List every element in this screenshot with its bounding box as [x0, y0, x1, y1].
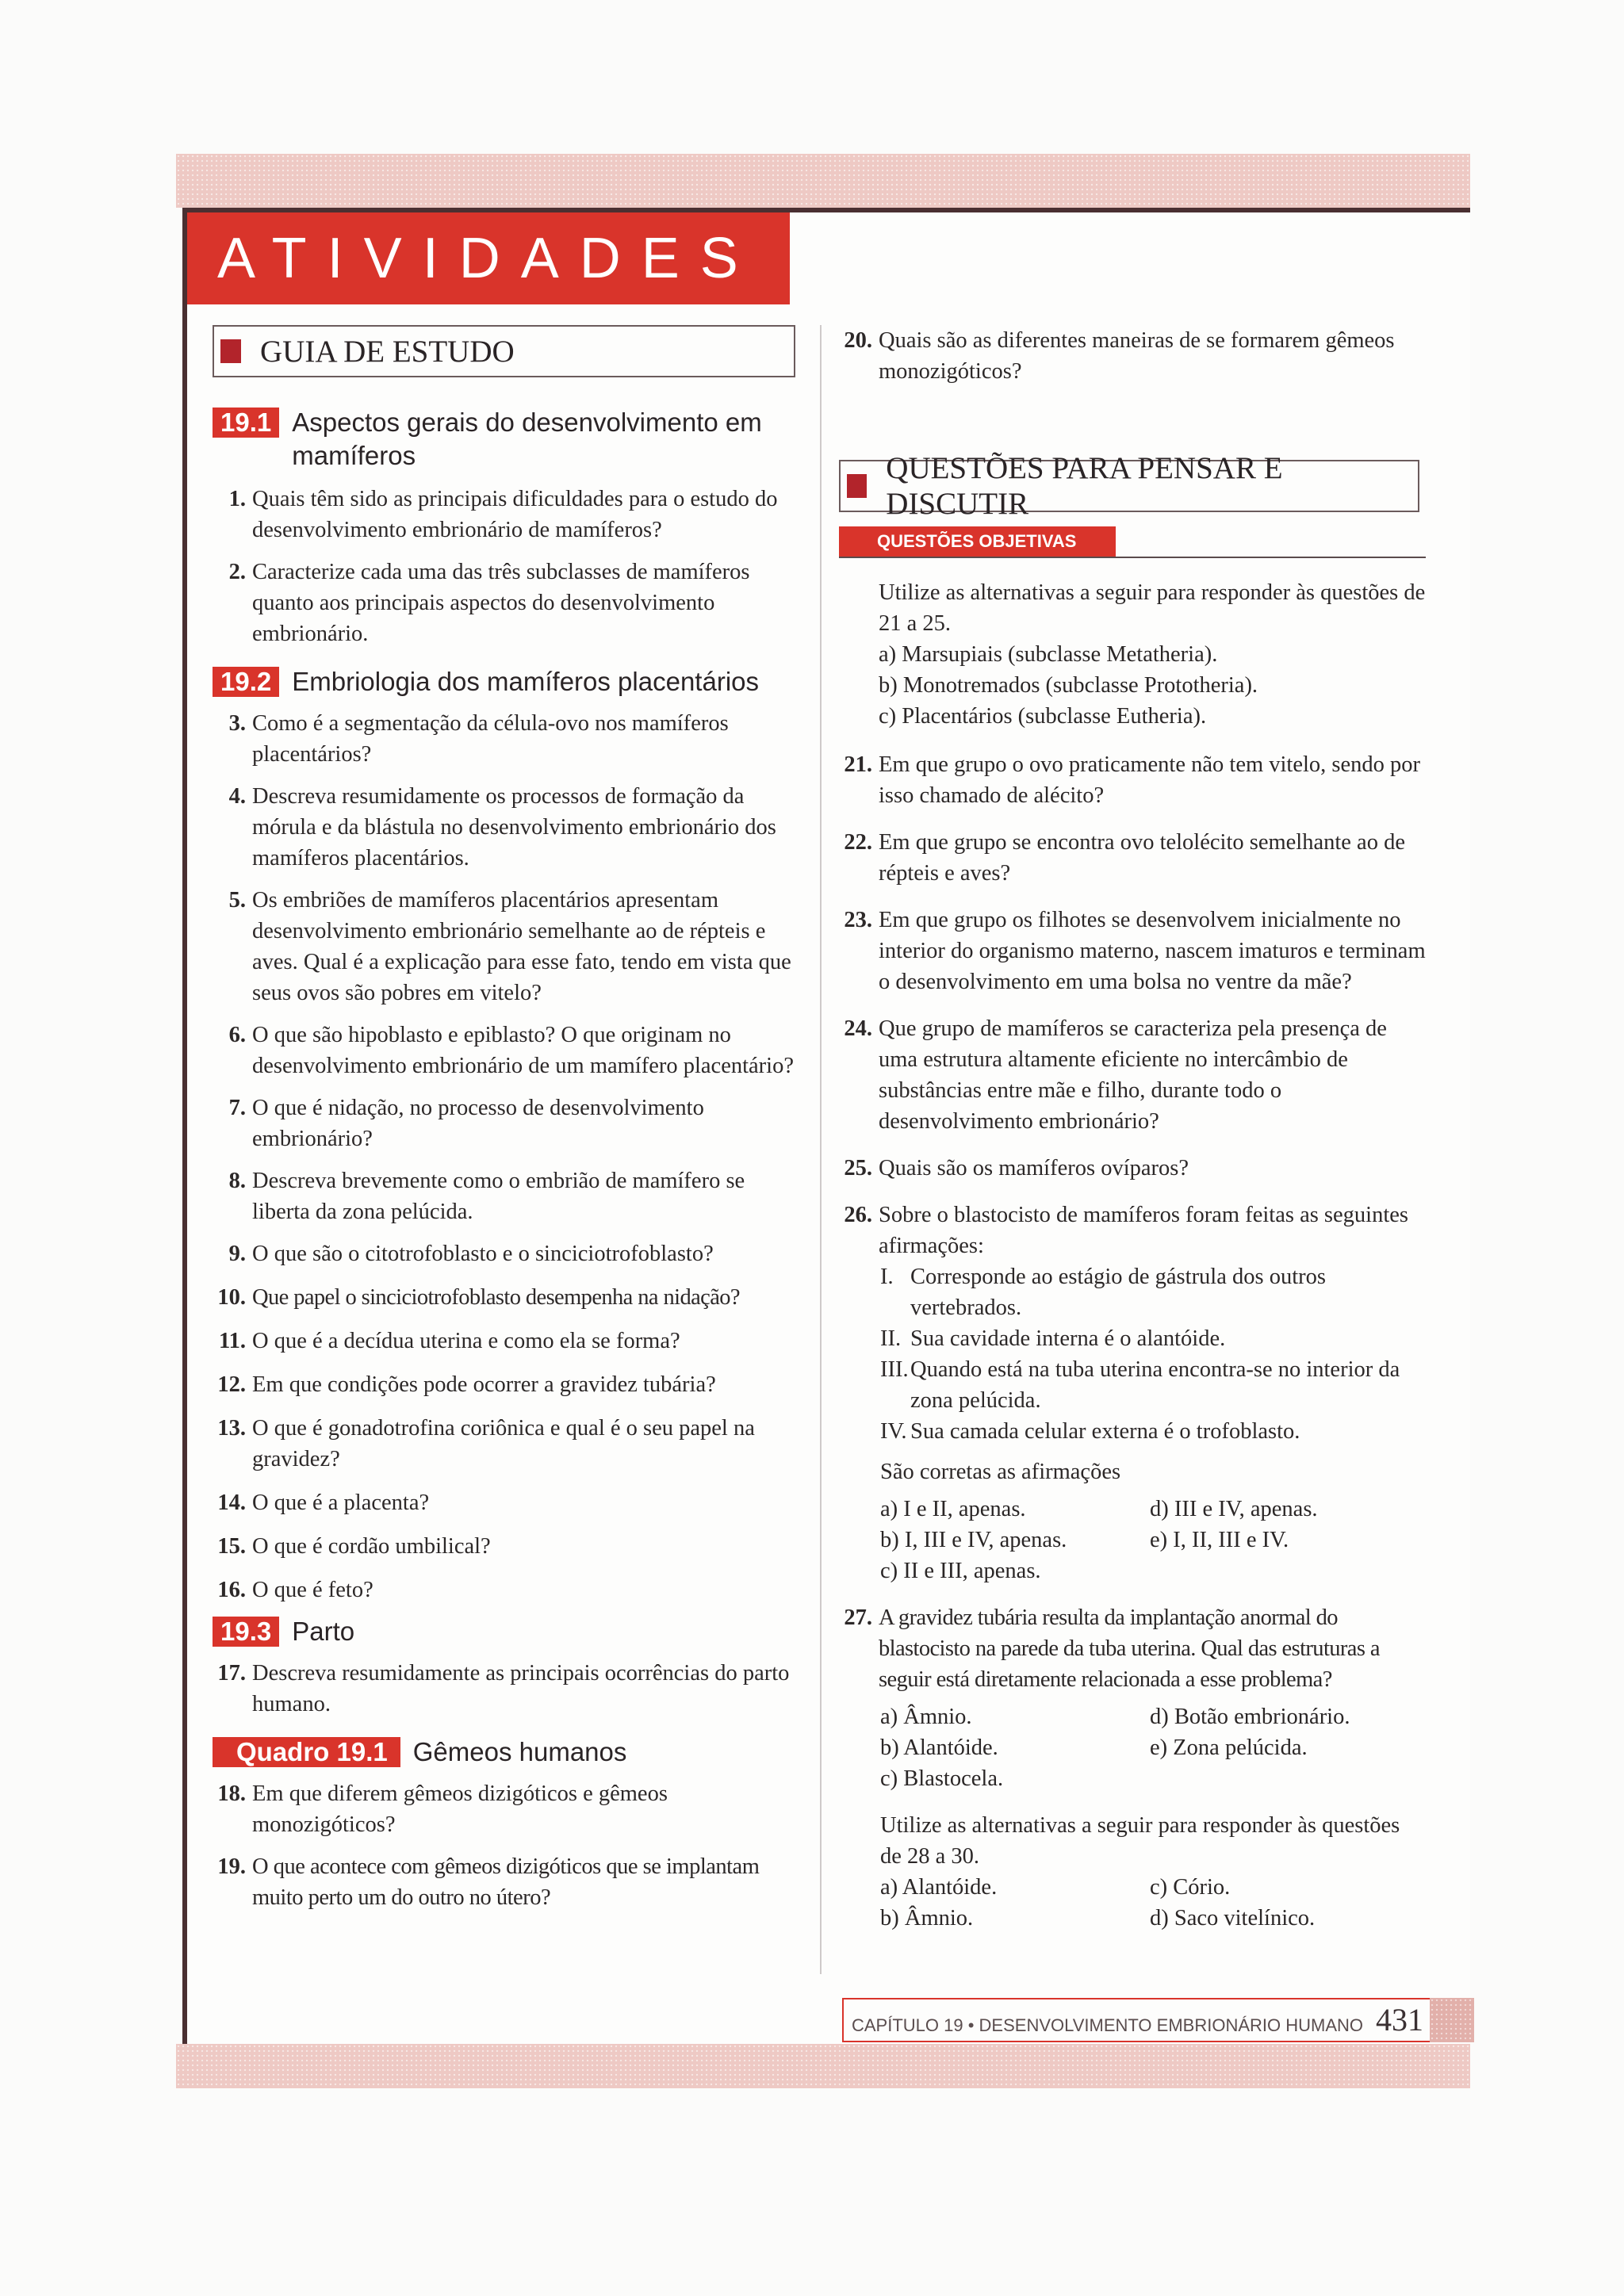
red-square-icon — [220, 339, 241, 363]
option: c) Blastocela. — [880, 1766, 1004, 1791]
questoes-objetivas-bar — [839, 526, 1426, 558]
topic-title: Embriologia dos mamíferos placentários — [292, 667, 759, 696]
topic-number: 19.2 — [213, 667, 279, 697]
alternative: a) Marsupiais (subclasse Metatheria). — [879, 642, 1218, 667]
statement: II. Sua cavidade interna é o alantóide. — [880, 1326, 1226, 1351]
question-6: 6. O que são hipoblasto e epiblasto? O que originam no desenvolvimento embrionário de um mamífero placentário? — [228, 1023, 794, 1078]
guia-heading: GUIA DE ESTUDO — [260, 334, 515, 369]
question-18: 18. Em que diferem gêmeos dizigóticos e gêmeos monozigóticos? — [217, 1781, 668, 1837]
option: d) Botão embrionário. — [1150, 1705, 1350, 1729]
question-26: 26. Sobre o blastocisto de mamíferos foram feitas as seguintes afirmações: — [844, 1203, 1408, 1258]
topic-number: 19.1 — [213, 408, 279, 438]
alternatives-28-30 — [839, 1872, 1426, 1934]
chapter-label: CAPÍTULO 19 • DESENVOLVIMENTO EMBRIONÁRIO HUMANO — [852, 2015, 1364, 2035]
option: b) I, III e IV, apenas. — [880, 1528, 1067, 1552]
question-10: 10. Que papel o sinciciotrofoblasto desempenha na nidação? — [217, 1285, 740, 1310]
questoes-heading: QUESTÕES PARA PENSAR E DISCUTIR — [886, 451, 1283, 521]
question-4: 4. Descreva resumidamente os processos de formação da mórula e da blástula no desenvolvimento embrionário dos mamíferos placentários. — [228, 784, 776, 871]
option: d) III e IV, apenas. — [1150, 1497, 1318, 1521]
alternative: d) Saco vitelínico. — [1150, 1906, 1316, 1931]
alternative: c) Cório. — [1150, 1875, 1231, 1900]
questoes-objetivas-label: QUESTÕES OBJETIVAS — [839, 526, 1116, 557]
statements-26 — [839, 1261, 1426, 1447]
question-11: 11. O que é a decídua uterina e como ela se forma? — [218, 1329, 680, 1353]
page-title: ATIVIDADES — [187, 212, 790, 304]
question-21: 21. Em que grupo o ovo praticamente não tem vitelo, sendo por isso chamado de alécito? — [844, 752, 1421, 808]
topic-19-3 — [213, 1615, 799, 1648]
footer-frame — [842, 1998, 1430, 2042]
option: e) Zona pelúcida. — [1150, 1735, 1308, 1760]
question-23: 23. Em que grupo os filhotes se desenvolvem inicialmente no interior do organismo materno, nascem imaturos e terminam o desenvolvimento em uma bolsa no ventre da mãe? — [844, 908, 1426, 994]
option: a) Âmnio. — [880, 1705, 972, 1729]
statement: I. Corresponde ao estágio de gástrula dos outros vertebrados. — [880, 1265, 1326, 1320]
topic-title: Aspectos gerais do desenvolvimento em mamíferos — [292, 408, 762, 470]
bottom-pattern-band — [176, 2044, 1470, 2088]
question-20: 20. Quais são as diferentes maneiras de se formarem gêmeos monozigóticos? — [844, 328, 1395, 384]
option: b) Alantóide. — [880, 1735, 998, 1760]
option: e) I, II, III e IV. — [1150, 1528, 1289, 1552]
alternative: c) Placentários (subclasse Eutheria). — [879, 704, 1207, 729]
question-26-text: Sobre o blastocisto de mamíferos foram feitas as seguintes afirmações: — [879, 1203, 1408, 1258]
question-19: 19. O que acontece com gêmeos dizigóticos que se implantam muito perto um do outro no útero? — [217, 1854, 760, 1910]
left-column — [213, 325, 799, 1913]
page-number: 431 — [1376, 2002, 1424, 2038]
column-divider — [820, 325, 822, 1974]
question-16: 16. O que é feto? — [217, 1578, 373, 1602]
question-14: 14. O que é a placenta? — [217, 1490, 430, 1515]
option — [1150, 1556, 1435, 1586]
question-13: 13. O que é gonadotrofina coriônica e qual é o seu papel na gravidez? — [217, 1416, 755, 1471]
quadro-19-1 — [213, 1735, 799, 1769]
question-12: 12. Em que condições pode ocorrer a gravidez tubária? — [217, 1372, 716, 1397]
topic-title: Parto — [292, 1617, 355, 1646]
top-pattern-band — [176, 154, 1470, 208]
quadro-title: Gêmeos humanos — [412, 1737, 627, 1766]
option: c) II e III, apenas. — [880, 1559, 1041, 1583]
alternative: a) Alantóide. — [880, 1875, 998, 1900]
alternative: b) Monotremados (subclasse Prototheria). — [879, 673, 1258, 698]
guia-heading-box — [213, 325, 795, 377]
question-9: 9. O que são o citotrofoblasto e o sinciciotrofoblasto? — [228, 1242, 714, 1266]
options-27 — [839, 1701, 1426, 1794]
statement: III. Quando está na tuba uterina encontra-se no interior da zona pelúcida. — [880, 1357, 1400, 1413]
question-24: 24. Que grupo de mamíferos se caracteriza pela presença de uma estrutura altamente eficiente no intercâmbio de substâncias entre mãe e filho, durante todo o desenvolvimento embrionário? — [844, 1016, 1387, 1134]
question-5: 5. Os embriões de mamíferos placentários apresentam desenvolvimento embrionário semelhante ao de répteis e aves. Qual é a explicação para esse fato, tendo em vista que seus ovos são pobres em vitelo? — [228, 888, 791, 1005]
topic-19-2 — [213, 665, 799, 698]
question-3: 3. Como é a segmentação da célula-ovo nos mamíferos placentários? — [228, 711, 729, 767]
quadro-number: Quadro 19.1 — [213, 1737, 400, 1767]
page-footer — [842, 1998, 1474, 2042]
question-25: 25. Quais são os mamíferos ovíparos? — [844, 1156, 1189, 1181]
question-27: 27. A gravidez tubária resulta da implantação anormal do blastocisto na parede da tuba uterina. Qual das estruturas a seguir está diretamente relacionada a esse problema? — [844, 1605, 1380, 1692]
question-1: 1. Quais têm sido as principais dificuldades para o estudo do desenvolvimento embrionário de mamíferos? — [228, 487, 778, 542]
question-2: 2. Caracterize cada uma das três subclasses de mamíferos quanto aos principais aspectos do desenvolvimento embrionário. — [228, 560, 750, 646]
alternative: b) Âmnio. — [880, 1906, 974, 1931]
question-26-prompt: São corretas as afirmações — [880, 1460, 1121, 1484]
questoes-heading-box — [839, 451, 1419, 521]
statement: IV. Sua camada celular externa é o trofoblasto. — [880, 1419, 1300, 1444]
question-22: 22. Em que grupo se encontra ovo telolécito semelhante ao de répteis e aves? — [844, 830, 1405, 886]
options-26 — [839, 1494, 1426, 1586]
right-column — [839, 325, 1426, 1934]
topic-number: 19.3 — [213, 1617, 279, 1647]
option: a) I e II, apenas. — [880, 1497, 1026, 1521]
red-square-icon — [847, 474, 867, 498]
option — [1150, 1763, 1435, 1794]
question-8: 8. Descreva brevemente como o embrião de mamífero se liberta da zona pelúcida. — [228, 1169, 745, 1224]
alternatives-21-25 — [839, 639, 1426, 732]
question-7: 7. O que é nidação, no processo de desenvolvimento embrionário? — [228, 1096, 704, 1151]
footer-pattern-patch — [1430, 1998, 1474, 2042]
question-15: 15. O que é cordão umbilical? — [217, 1534, 491, 1559]
intro-28-30: Utilize as alternativas a seguir para responder às questões de 28 a 30. — [880, 1813, 1400, 1869]
topic-19-1 — [213, 406, 799, 473]
question-17: 17. Descreva resumidamente as principais ocorrências do parto humano. — [217, 1661, 790, 1716]
intro-21-25: Utilize as alternativas a seguir para responder às questões de 21 a 25. — [879, 580, 1426, 636]
